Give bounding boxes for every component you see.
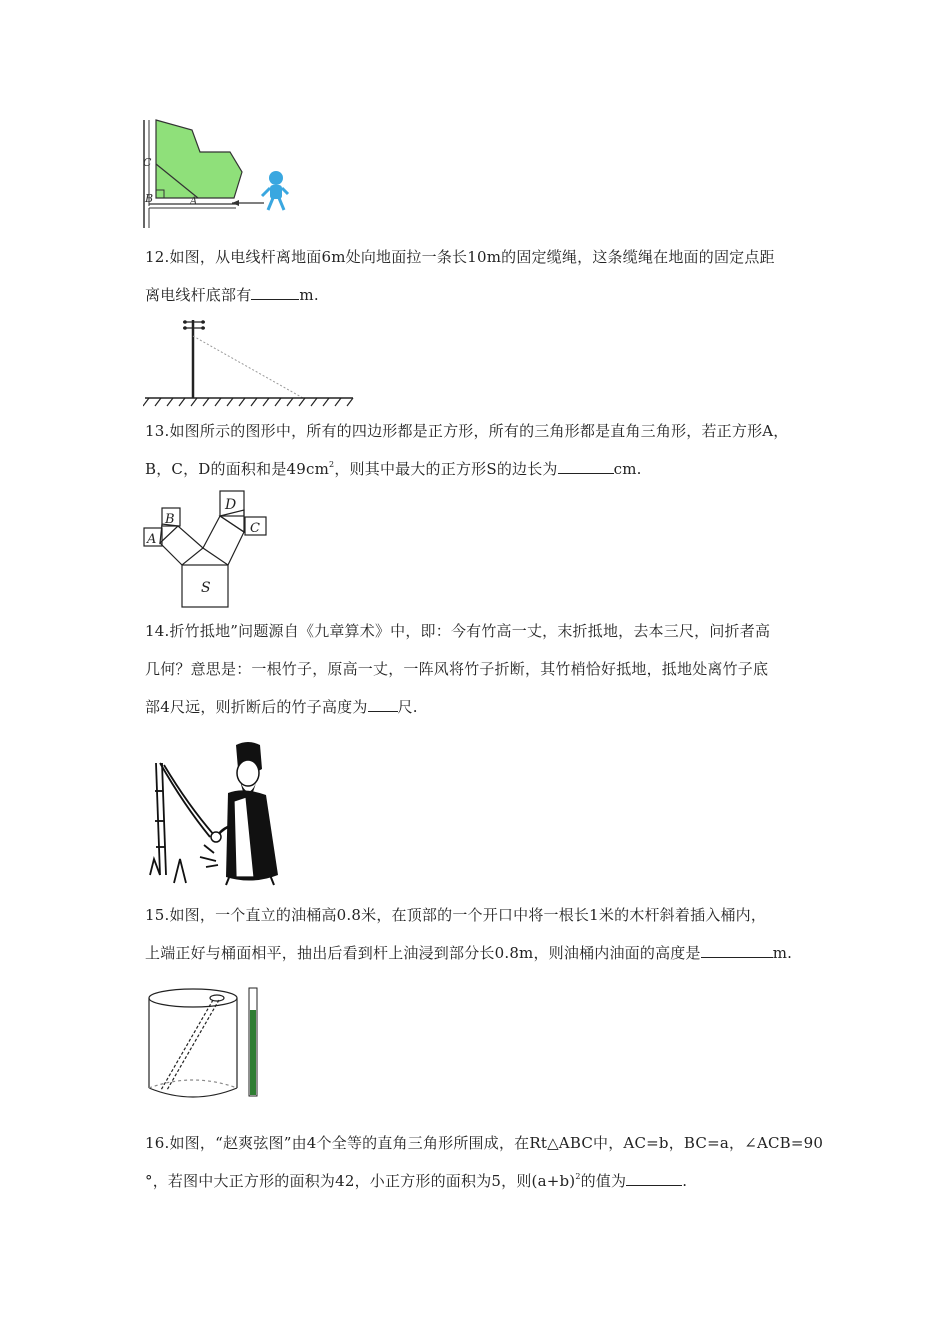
label-a: A [147,532,157,547]
figure-pythagoras-squares [140,488,272,610]
label-a: A [190,196,198,207]
label-c: C [250,521,260,536]
answer-blank[interactable] [251,285,299,300]
figure-oil-barrel [145,984,265,1102]
oil-rod [250,1010,256,1095]
label-s: S [201,580,211,596]
person-icon [262,171,288,210]
label-b: B [145,192,154,205]
scholar-icon [200,742,278,885]
figure-utility-pole [143,312,355,412]
answer-blank[interactable] [558,459,614,474]
answer-blank[interactable] [701,943,773,958]
label-d: D [225,497,237,513]
answer-blank[interactable] [368,697,398,712]
label-c: C [143,156,152,169]
question-12: 12.如图，从电线杆离地面6m处向地面拉一条长10m的固定缆绳，这条缆绳在地面的固定点距 离电线杆底部有 m. [145,248,775,304]
label-b: B [165,512,175,527]
figure-broken-bamboo-scholar [144,735,286,887]
figure-ladder-wall [140,112,300,230]
question-14: 14.折竹抵地”问题源自《九章算术》中，即：今有竹高一丈，末折抵地，去本三尺，问折者高 几何？意思是：一根竹子，原高一丈，一阵风将竹子折断，其竹梢恰好抵地，抵地处离竹子底 部4尺远，则折断后的竹子高度为 尺. [145,622,771,716]
question-15: 15.如图，一个直立的油桶高0.8米，在顶部的一个开口中将一根长1米的木杆斜着插入桶内， 上端正好与桶面相平，抽出后看到杆上油浸到部分长0.8m，则油桶内油面的高度是 m. [145,906,793,962]
answer-blank[interactable] [626,1171,682,1186]
question-13: 13.如图所示的图形中，所有的四边形都是正方形，所有的三角形都是直角三角形，若正方形A， B，C，D的面积和是$49cm^2$，则其中最大的正方形S的边长为 cm. [145,422,789,478]
question-16: 16.如图，“赵爽弦图”由4个全等的直角三角形所围成，在Rt△ABC中，AC=b，BC=a，∠ACB=90 °，若图中大正方形的面积为42，小正方形的面积为5，则$(a+b)^2$的值为 . [145,1134,824,1190]
